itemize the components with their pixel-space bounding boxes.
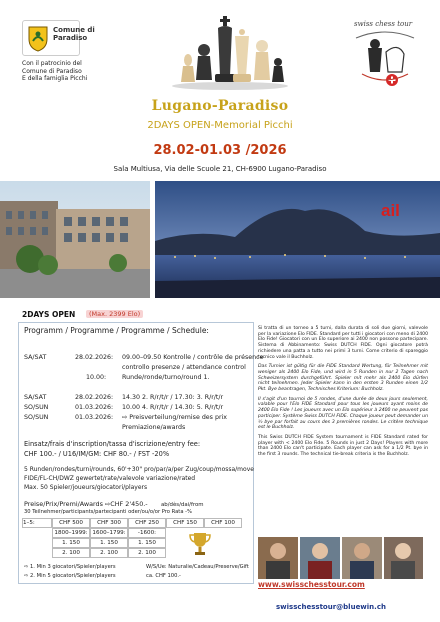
ail-sponsor-logo: ail <box>381 201 400 220</box>
natural-prize-value: ca. CHF 100.- <box>146 573 181 579</box>
row-day: SA/SAT <box>24 354 47 361</box>
prize-label: Preise/Prix/Premi/Awards ⇨CHF 2'450.- <box>24 500 148 508</box>
row-date: 28.02.2026: <box>75 394 114 401</box>
event-dates: 28.02-01.03 /2026 <box>153 143 287 158</box>
row-day: SO/SUN <box>24 404 49 411</box>
swiss-chess-tour-emblem-icon <box>348 18 422 88</box>
max-players-line: Max. 50 Spieler/joueurs/giocatori/players <box>24 484 148 491</box>
description-en: This Swiss DUTCH FIDE System tournament is FIDE Standard rated for player with < 2400 Elo Fide. 5 Rounds in just 2 Days! Players with more than 2400 Elo can't participate. Each player can ask for a 1/2 Pt. bye in the first 3 rounds. The technical tie-break criteria is the Buchholz. <box>258 434 428 458</box>
event-subtitle: 2DAYS OPEN-Memorial Picchi <box>147 120 293 131</box>
row-date: 10.00: <box>86 374 107 381</box>
prize-table-cell: 2. 100 <box>52 548 90 558</box>
row-day: SA/SAT <box>24 394 47 401</box>
venue-building-photo <box>0 181 150 298</box>
description-fr: Il s'agit d'un tournoi de 5 rondes, d'une durée de deux jours seulement, valable pour l'Elo FIDE Standard pour tous les joueurs ayant moins de 2400 Elo Fide ! Les joueurs avec un Elo supérieur à 2400 ne peuvent pas participer. Système Swiss DUTCH FIDE. Chaque joueur peut demander un ½ bye par forfait au cours des 3 premières rondes. Le critère technique est le Buchholz. <box>258 396 428 431</box>
elo-limit-note: (Max. 2399 Elo) <box>86 310 143 318</box>
swiss-chess-tour-text: swiss chess tour <box>354 20 413 28</box>
entry-fee-label: Einsatz/frais d'inscription/tassa d'iscrizione/entry fee: <box>24 440 201 448</box>
description-it: Si tratta di un torneo a 5 turni, dalla durata di soli due giorni, valevole per la variazione Elo FIDE. Standard per tutti i giocatori con meno di 2400 Elo Fide! Giocatori con un Elo superiore ai 2400 non possono partecipare. Sistema di Abbinamento: Swiss DUTCH FIDE. Ogni giocatore potrà richiedere una patta a tutto nei primi 3 turni. Come criterio di spareggio tecnico vale il Buchholz. <box>258 326 429 360</box>
prize-participants-line: 30 Teilnehmer/participants/partecipanti oder/ou/o/or Pro Rata -% <box>24 509 192 515</box>
open-heading: 2DAYS OPEN <box>22 310 76 319</box>
rounds-line: 5 Runden/rondes/turni/rounds, 60'+30" pro/par/a/per Zug/coup/mossa/move <box>24 466 254 473</box>
programme-header: Programm / Programme / Programme / Schedule: <box>24 326 209 335</box>
row-text: 10.00 4. R/r/t/r / 14.30: 5. R/r/t/r <box>122 404 224 411</box>
prize-table-cell: 1600–1799: <box>90 528 128 538</box>
row-text: controllo presenze / attendance control <box>122 364 246 371</box>
row-text: Premiazione/awards <box>122 424 186 431</box>
chess-pieces-image <box>170 14 290 90</box>
footnote-min5: ⇨ 2. Min 5 giocatori/Spieler/players <box>24 573 116 579</box>
row-date: 01.03.2026: <box>75 404 114 411</box>
prize-table-cell: 1–5: <box>22 518 52 528</box>
row-text: 14.30 2. R/r/t/r / 17.30: 3. R/r/t/r <box>122 394 224 401</box>
prize-table-cell: -1600: <box>128 528 166 538</box>
prize-table-cell: CHF 500 <box>52 518 90 528</box>
natural-prize-label: W/S/Ue: Naturalie/Cadeau/Preserve/Gift <box>146 564 249 570</box>
rating-line: FIDE/FL-CH/DWZ gewertet/rate/valevole variazione/rated <box>24 475 196 482</box>
patronage-text: Con il patrocinio del Comune di Paradiso E della famiglia Picchi <box>22 60 88 82</box>
prize-table-cell: 1. 150 <box>128 538 166 548</box>
email-link[interactable]: swisschesstour@bluewin.ch <box>276 603 386 611</box>
row-date: 01.03.2026: <box>75 414 114 421</box>
entry-fee-value: CHF 100.- / U16/IM/GM: CHF 80.- / FST -20% <box>24 450 170 458</box>
prize-table-cell: 1800–1999: <box>52 528 90 538</box>
tournament-description <box>258 326 428 462</box>
row-date: 28.02.2026: <box>75 354 114 361</box>
lake-lugano-photo <box>155 181 440 298</box>
comune-logo <box>22 20 95 56</box>
description-de: Das Turnier ist gültig für die FIDE Standard Wertung, für Teilnehmer mit weniger als 2400 Elo Fide, und wird in 5 Runden in nur 2 Tagen nach Schweizersystem durchgeführt. Spieler mit mehr als 2400 Elo dürfen nicht teilnehmen. Jeder Spieler kann in den ersten 3 Runden einen 1/2 Pkt. Bye beantragen, Technisches Kriterium: Buchholz. <box>258 364 428 393</box>
website-link[interactable]: www.swisschesstour.com <box>258 580 365 589</box>
comune-label: Comune di Paradiso <box>53 26 95 42</box>
swiss-chess-tour-logo <box>348 18 422 88</box>
row-day: SO/SUN <box>24 414 49 421</box>
prize-table-cell: 1. 150 <box>90 538 128 548</box>
prize-table-cell: 1. 150 <box>52 538 90 548</box>
row-text: ⇨ Preisverteilung/remise des prix <box>122 414 228 421</box>
footnote-min3: ⇨ 1. Min 3 giocatori/Spieler/players <box>24 564 116 570</box>
prize-table-cell: CHF 100 <box>204 518 242 528</box>
row-text: Runde/ronde/turno/round 1. <box>122 374 210 381</box>
event-title: Lugano-Paradiso <box>151 98 289 114</box>
prize-table-cell: 2. 100 <box>90 548 128 558</box>
coat-of-arms-icon <box>27 25 49 52</box>
prize-table-cell: CHF 150 <box>166 518 204 528</box>
prize-table-cell: CHF 300 <box>90 518 128 528</box>
event-venue: Sala Multiusa, Via delle Scuole 21, CH-6900 Lugano-Paradiso <box>113 165 327 173</box>
programme-box <box>18 322 264 584</box>
row-text: 09.00–09.50 Kontrolle / contrôle de présence <box>122 354 264 361</box>
prize-table-cell: CHF 250 <box>128 518 166 528</box>
trophy-icon <box>189 531 211 557</box>
prize-suffix: ab/dès/dai/from <box>161 502 204 508</box>
players-photo-strip <box>258 537 423 579</box>
prize-table-cell: 2. 100 <box>128 548 166 558</box>
